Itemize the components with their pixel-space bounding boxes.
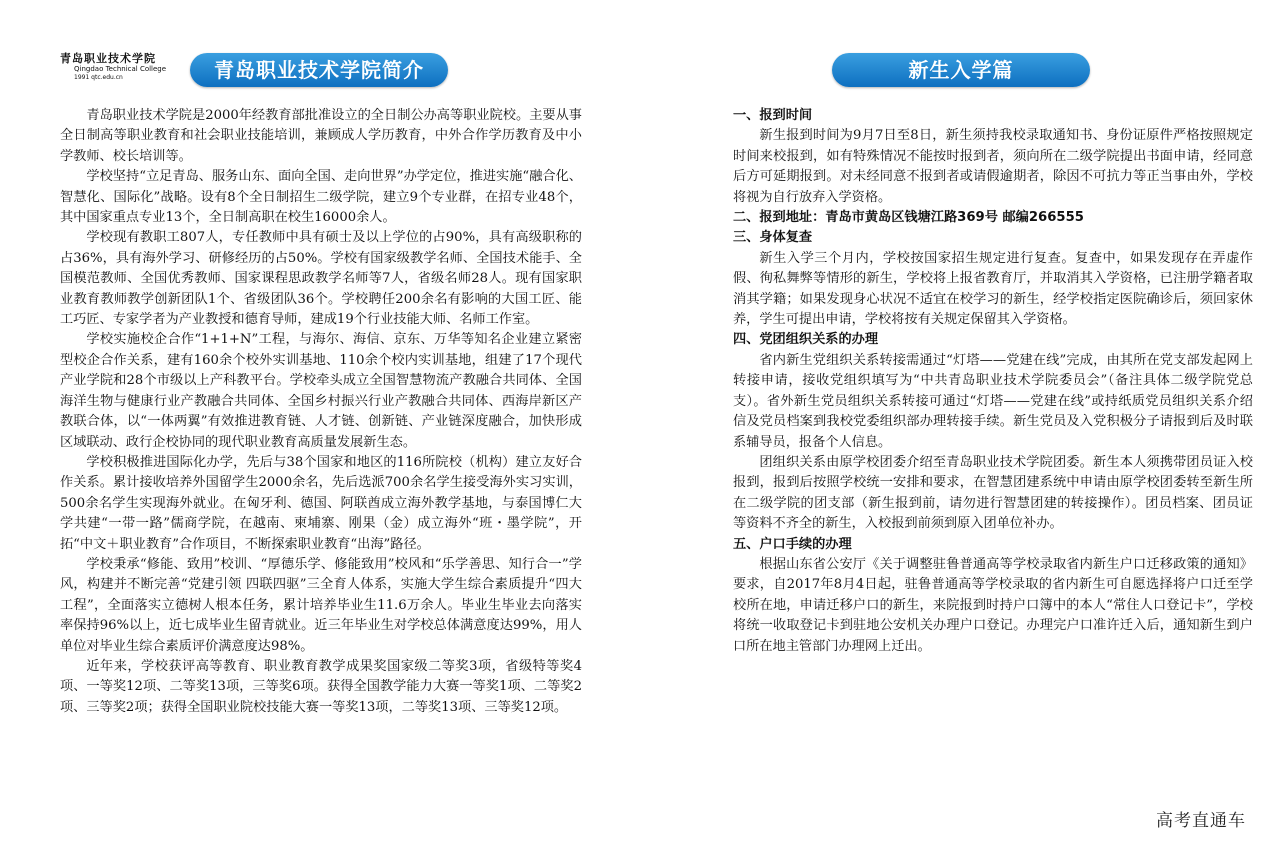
section-paragraph: 团组织关系由原学校团委介绍至青岛职业技术学院团委。新生本人须携带团员证入校报到，报到后按照学校统一安排和要求，在智慧团建系统中申请由原学校团委转至新生所在二级学院的团支部（新生报到前，请勿进行智慧团建的转接操作）。团员档案、团员证等资料不齐全的新生，入校报到前须到原入团单位补办。 [733,454,1253,532]
section-heading-party-league: 四、党团组织关系的办理 [733,332,879,348]
section-heading-hukou: 五、户口手续的办理 [733,536,852,552]
section-heading-address: 二、报到地址：青岛市黄岛区钱塘江路369号 邮编266555 [733,210,1084,226]
section-paragraph: 省内新生党组织关系转接需通过“灯塔——党建在线”完成，由其所在党支部发起网上转接申请，接收党组织填写为“中共青岛职业技术学院委员会”（备注具体二级学院党总支）。省外新生党员组织关系转接可通过“灯塔——党建在线”或持纸质党员组织关系介绍信及党员档案到我校党委组织部办理转接手续。新生党员及入党积极分子请报到后及时联系辅导员，报备个人信息。 [733,352,1253,450]
intro-banner-title: 青岛职业技术学院简介 [190,53,448,87]
logo-cn: 青岛职业技术学院 [60,52,156,65]
watermark: 高考直通车 [1156,811,1246,831]
intro-paragraph: 学校实施校企合作“1+1+N”工程，与海尔、海信、京东、万华等知名企业建立紧密型校企合作关系，建有160余个校外实训基地、110余个校内实训基地，组建了17个现代产业学院和28个市级以上产科教平台。学校牵头成立全国智慧物流产教融合共同体、全国海洋生物与健康行业产教融合共同体、全国乡村振兴行业产教融合共同体、西海岸新区产教联合体，以“一体两翼”有效推进教育链、人才链、创新链、产业链深度融合，加快形成区域联动、政行企校协同的现代职业教育高质量发展新生态。 [60,332,582,450]
intro-paragraph: 学校秉承“修能、致用”校训、“厚德乐学、修能致用”校风和“乐学善思、知行合一”学风，构建并不断完善“党建引领 四联四驱”三全育人体系，实施大学生综合素质提升“四大工程”，全面落实立德树人根本任务，累计培养毕业生11.6万余人。毕业生毕业去向落实率保持96%以上，近七成毕业生留青就业。近三年毕业生对学校总体满意度达99%，用人单位对毕业生综合素质评价满意度达98%。 [60,556,582,654]
college-logo [60,52,180,86]
right-page [640,0,1280,853]
intro-body [60,106,582,718]
intro-paragraph: 学校积极推进国际化办学，先后与38个国家和地区的116所院校（机构）建立友好合作关系。累计接收培养外国留学生2000余名，先后选派700余名学生接受海外实习实训，500余名学生实现海外就业。在匈牙利、德国、阿联酋成立海外教学基地，与泰国博仁大学共建“一带一路”儒商学院，在越南、柬埔寨、刚果（金）成立海外“班・墨学院”，开拓“中文＋职业教育”合作项目，不断探索职业教育“出海”路径。 [60,454,582,552]
logo-en: Qingdao Technical College [74,65,167,73]
intro-paragraph: 学校现有教职工807人，专任教师中具有硕士及以上学位的占90%，具有高级职称的占36%，具有海外学习、研修经历的占50%。学校有国家级教学名师、全国技术能手、全国模范教师、全国优秀教师、国家课程思政教学名师等7人，省级名师28人。现有国家职业教育教师教学创新团队1个、省级团队36个。学校聘任200余名有影响的大国工匠、能工巧匠、专家学者为产业教授和德育导师，建成19个行业技能大师、名师工作室。 [60,230,582,328]
logo-year: 1991 qtc.edu.cn [74,74,123,81]
section-paragraph: 新生报到时间为9月7日至8日，新生须持我校录取通知书、身份证原件严格按照规定时间来校报到，如有特殊情况不能按时报到者，须向所在二级学院提出书面申请，经同意后方可延期报到。对未经同意不报到者或请假逾期者，除因不可抗力等正当事由外，学校将视为自行放弃入学资格。 [733,128,1253,205]
intro-paragraph: 学校坚持“立足青岛、服务山东、面向全国、走向世界”办学定位，推进实施“融合化、智慧化、国际化”战略。设有8个全日制招生二级学院，建立9个专业群，在招专业48个，其中国家重点专业13个，全日制高职在校生16000余人。 [60,169,582,226]
section-paragraph: 根据山东省公安厅《关于调整驻鲁普通高等学校录取省内新生户口迁移政策的通知》要求，自2017年8月4日起，驻鲁普通高等学校录取的省内新生可自愿选择将户口迁至学校所在地，申请迁移户口的新生，来院报到时持户口簿中的本人“常住人口登记卡”，学校将统一收取登记卡到驻地公安机关办理户口登记。办理完户口准许迁入后，通知新生到户口所在地主管部门办理网上迁出。 [733,556,1253,654]
section-paragraph: 新生入学三个月内，学校按国家招生规定进行复查。复查中，如果发现存在弄虚作假、徇私舞弊等情形的新生，学校将上报省教育厅，并取消其入学资格，已注册学籍者取消其学籍；如果发现身心状况不适宜在校学习的新生，经学校指定医院确诊后，须回家休养，学生可提出申请，学校将按有关规定保留其入学资格。 [733,250,1253,328]
section-heading-report-time: 一、报到时间 [733,108,813,123]
enrollment-body [733,106,1253,657]
intro-paragraph: 青岛职业技术学院是2000年经教育部批准设立的全日制公办高等职业院校。主要从事全日制高等职业教育和社会职业技能培训，兼顾成人学历教育，中外合作学历教育及中小学教师、校长培训等。 [60,108,582,164]
enrollment-banner-title: 新生入学篇 [832,53,1090,87]
section-heading-health-check: 三、身体复查 [733,230,813,246]
intro-paragraph: 近年来，学校获评高等教育、职业教育教学成果奖国家级二等奖3项，省级特等奖4项、一等奖12项、二等奖13项，三等奖6项。获得全国教学能力大赛一等奖1项、二等奖2项、三等奖2项；获得全国职业院校技能大赛一等奖13项，二等奖13项、三等奖12项。 [60,658,582,715]
